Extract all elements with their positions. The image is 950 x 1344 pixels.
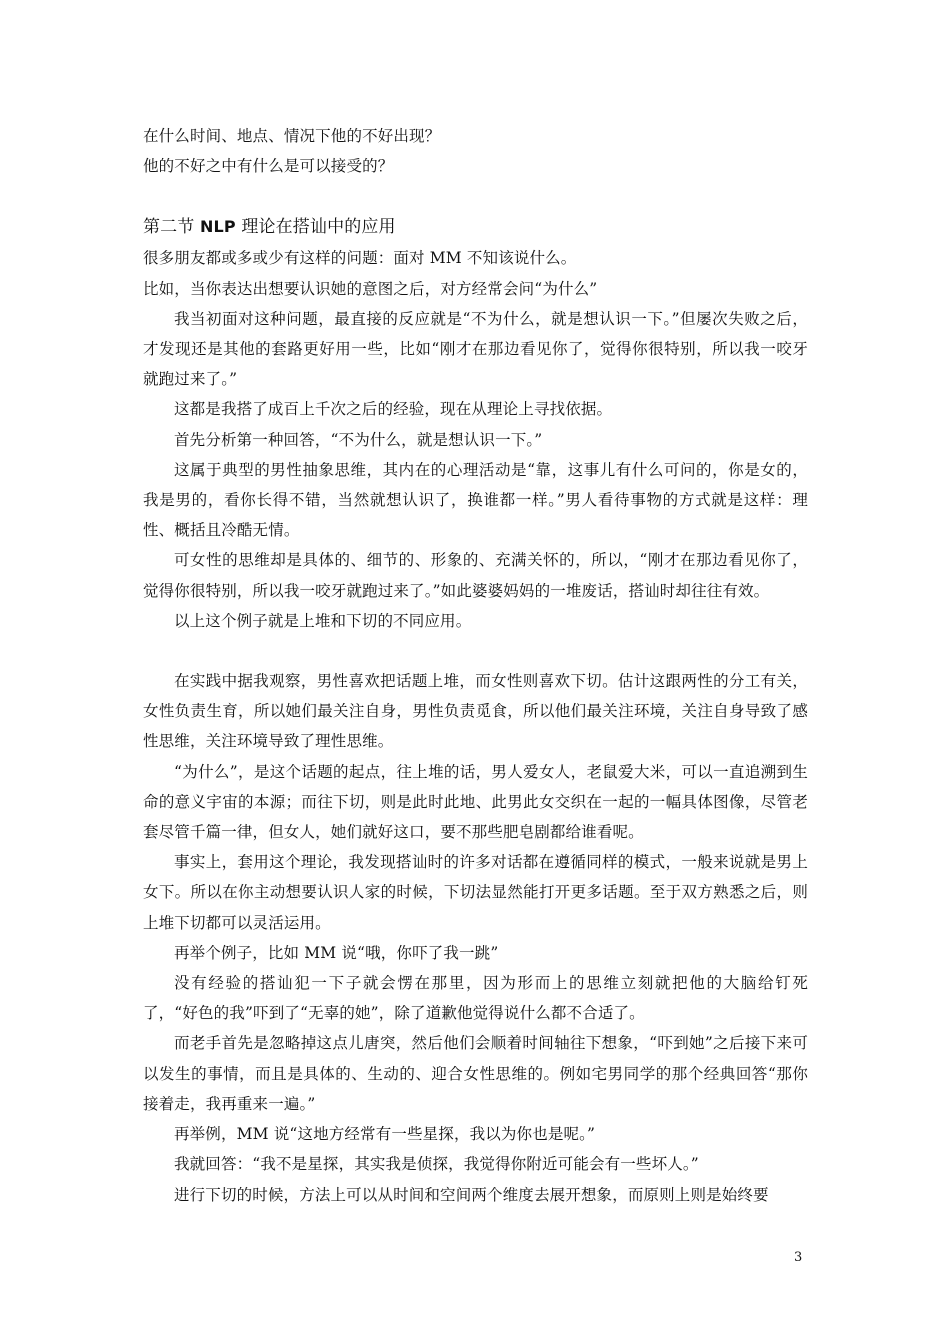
- paragraph: 在实践中据我观察，男性喜欢把话题上堆，而女性则喜欢下切。估计这跟两性的分工有关，女性负责生育，所以她们最关注自身，男性负责觅食，所以他们最关注环境，关注自身导致了感性思维，关注环境导致了理性思维。: [143, 672, 808, 751]
- page-content: [143, 121, 808, 1210]
- paragraph: 没有经验的搭讪犯一下子就会愣在那里，因为形而上的思维立刻就把他的大脑给钉死了，“好色的我”吓到了“无辜的她”，除了道歉他觉得说什么都不合适了。: [143, 974, 808, 1023]
- heading-nlp: NLP: [200, 217, 236, 237]
- heading-suffix: 理论在搭讪中的应用: [235, 217, 396, 238]
- paragraph: 这都是我搭了成百上千次之后的经验，现在从理论上寻找依据。: [174, 400, 613, 419]
- paragraph: 进行下切的时候，方法上可以从时间和空间两个维度去展开想象，而原则上则是始终要: [174, 1185, 769, 1204]
- paragraph: 可女性的思维却是具体的、细节的、形象的、充满关怀的，所以，“刚才在那边看见你了，觉得你很特别，所以我一咬牙就跑过来了。”如此婆婆妈妈的一堆废话，搭讪时却往往有效。: [143, 551, 808, 600]
- paragraph: 再举例，MM 说“这地方经常有一些星探，我以为你也是呢。”: [174, 1125, 596, 1144]
- paragraph: 事实上，套用这个理论，我发现搭讪时的许多对话都在遵循同样的模式，一般来说就是男上女下。所以在你主动想要认识人家的时候，下切法显然能打开更多话题。至于双方熟悉之后，则上堆下切都可以灵活运用。: [143, 853, 808, 932]
- paragraph: 我就回答：“我不是星探，其实我是侦探，我觉得你附近可能会有一些坏人。”: [174, 1155, 699, 1174]
- paragraph: 首先分析第一种回答，“不为什么，就是想认识一下。”: [174, 430, 543, 449]
- question-line: 在什么时间、地点、情况下他的不好出现？: [143, 127, 441, 145]
- paragraph: 而老手首先是忽略掉这点儿唐突，然后他们会顺着时间轴往下想象，“吓到她”之后接下来可以发生的事情，而且是具体的、生动的、迎合女性思维的。例如宅男同学的那个经典回答“那你接着走，我再重来一遍。”: [143, 1034, 808, 1113]
- paragraph: 以上这个例子就是上堆和下切的不同应用。: [174, 611, 472, 630]
- paragraph: 我当初面对这种问题，最直接的反应就是“不为什么，就是想认识一下。”但屡次失败之后，才发现还是其他的套路更好用一些，比如“刚才在那边看见你了，觉得你很特别，所以我一咬牙就跑过来了。”: [143, 309, 808, 389]
- paragraph: “为什么”，是这个话题的起点，往上堆的话，男人爱女人，老鼠爱大米，可以一直追溯到生命的意义宇宙的本源；而往下切，则是此时此地、此男此女交织在一起的一幅具体图像，尽管老套尽管千篇一律，但女人，她们就好这口，要不那些肥皂剧都给谁看呢。: [143, 762, 808, 842]
- heading-prefix: 第二节: [143, 217, 201, 238]
- intro-line: 比如，当你表达出想要认识她的意图之后，对方经常会问“为什么”: [143, 279, 598, 298]
- page-number: 3: [794, 1250, 803, 1265]
- paragraph: 这属于典型的男性抽象思维，其内在的心理活动是“靠，这事儿有什么可问的，你是女的，我是男的，看你长得不错，当然就想认识了，换谁都一样。”男人看待事物的方式就是这样：理性、概括且冷酷无情。: [143, 460, 808, 540]
- question-line: 他的不好之中有什么是可以接受的？: [143, 157, 394, 176]
- paragraph: 再举个例子，比如 MM 说“哦，你吓了我一跳”: [174, 943, 499, 962]
- section-heading: [143, 211, 808, 243]
- intro-line: 很多朋友都或多或少有这样的问题：面对 MM 不知该说什么。: [143, 249, 577, 268]
- paragraph-gap: [143, 636, 808, 666]
